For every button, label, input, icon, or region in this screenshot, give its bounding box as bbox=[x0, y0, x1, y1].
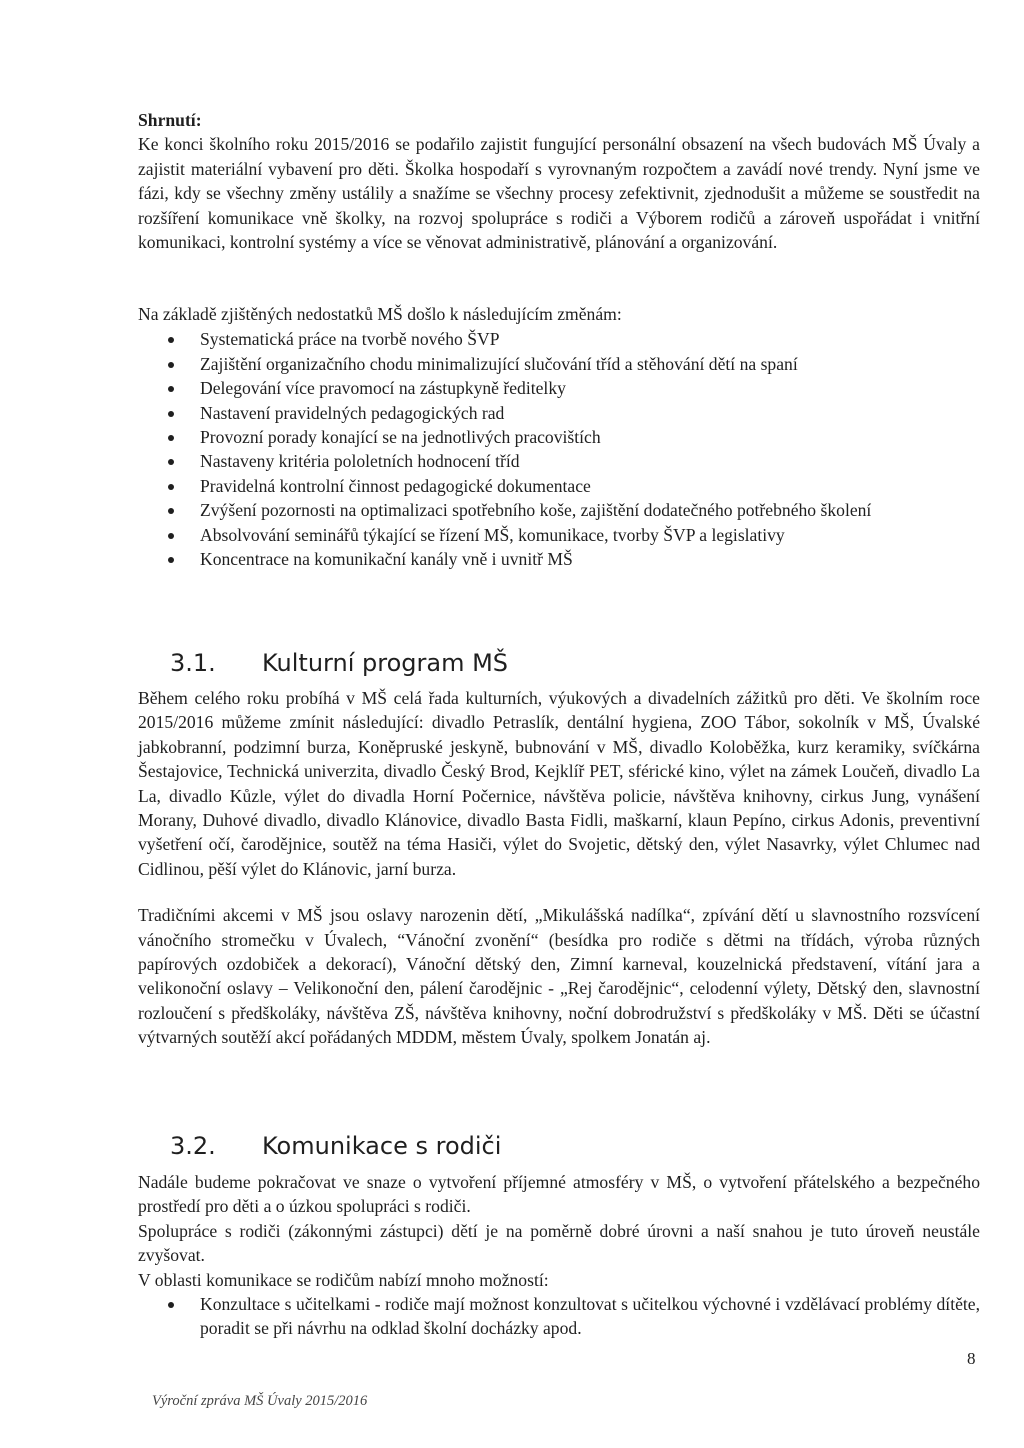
bullet-icon bbox=[168, 386, 174, 392]
section-heading-3-2 bbox=[170, 1131, 970, 1161]
section-number: 3.2. bbox=[170, 1132, 216, 1160]
list-item: Koncentrace na komunikační kanály vně i uvnitř MŠ bbox=[138, 547, 980, 571]
bullet-icon bbox=[168, 484, 174, 490]
bullet-icon bbox=[168, 459, 174, 465]
section-3-1-body bbox=[138, 686, 980, 1050]
list-item: Pravidelná kontrolní činnost pedagogické dokumentace bbox=[138, 474, 980, 498]
bullet-icon bbox=[168, 411, 174, 417]
summary-paragraph: Ke konci školního roku 2015/2016 se podařilo zajistit fungující personální obsazení na všech budovách MŠ Úvaly a zajistit materiální vybavení pro děti. Školka hospodaří s vyrovnaným rozpočtem a zavádí nové trendy. Nyní jsme ve fázi, kdy se všechny změny ustálily a snažíme se všechny procesy zefektivnit, zjednodušit a můžeme se soustředit na rozšíření komunikace vně školky, na rozvoj spolupráce s rodiči a Výborem rodičů a zároveň uspořádat i vnitřní komunikaci, kontrolní systémy a více se věnovat administrativě, plánování a organizování. bbox=[138, 134, 980, 253]
bullet-icon bbox=[168, 337, 174, 343]
bullet-icon bbox=[168, 1302, 174, 1308]
bullet-icon bbox=[168, 508, 174, 514]
footer-title: Výroční zpráva MŠ Úvaly 2015/2016 bbox=[152, 1393, 368, 1409]
changes-section bbox=[138, 302, 980, 571]
section-3-2-body bbox=[138, 1170, 980, 1341]
communication-paragraph: Nadále budeme pokračovat ve snaze o vytvoření příjemné atmosféry v MŠ, o vytvoření přátelského a bezpečného prostředí pro děti a o úzkou spolupráci s rodiči. bbox=[138, 1172, 980, 1217]
communication-paragraph: V oblasti komunikace se rodičům nabízí mnoho možností: bbox=[138, 1269, 549, 1290]
list-item: Konzultace s učitelkami - rodiče mají možnost konzultovat s učitelkou výchovné i vzdělávací problémy dítěte, poradit se při návrhu na odklad školní docházky apod. bbox=[138, 1292, 980, 1341]
changes-list bbox=[138, 327, 980, 571]
bullet-icon bbox=[168, 533, 174, 539]
list-item: Zajištění organizačního chodu minimalizující slučování tříd a stěhování dětí na spaní bbox=[138, 352, 980, 376]
section-title: Kulturní program MŠ bbox=[262, 649, 509, 677]
list-item: Nastaveny kritéria pololetních hodnocení tříd bbox=[138, 449, 980, 473]
list-item: Nastavení pravidelných pedagogických rad bbox=[138, 401, 980, 425]
bullet-icon bbox=[168, 435, 174, 441]
summary-section bbox=[138, 108, 980, 254]
communication-paragraph: Spolupráce s rodiči (zákonnými zástupci) dětí je na poměrně dobré úrovni a naší snahou je tuto úroveň neustále zvyšovat. bbox=[138, 1220, 980, 1266]
communication-list bbox=[138, 1292, 980, 1341]
summary-title: Shrnutí: bbox=[138, 110, 202, 130]
culture-paragraph: Během celého roku probíhá v MŠ celá řada kulturních, výukových a divadelních zážitků pro děti. Ve školním roce 2015/2016 můžeme zmínit následující: divadlo Petraslík, dentální hygiena, ZOO Tábor, sokolník v MŠ, Úvalské jabkobranní, podzimní burza, Koněpruské jeskyně, bubnování v MŠ, divadlo Koloběžka, kurz keramiky, svíčkárna Šestajovice, Technická univerzita, divadlo Český Brod, Kejklíř PET, sférické kino, výlet na zámek Loučeň, divadlo La La, divadlo Kůzle, výlet do divadla Horní Počernice, návštěva policie, návštěva knihovny, cirkus Jung, vynášení Morany, Duhové divadlo, divadlo Klánovice, divadlo Basta Fidli, maškarní, klaun Pepíno, cirkus Adonis, preventivní vyšetření očí, čarodějnice, soutěž na téma Hasiči, výlet do Svojetic, dětský den, výlet Nasavrky, výlet Chlumec nad Cidlinou, pěší výlet do Klánovic, jarní burza. bbox=[138, 688, 980, 879]
list-item: Delegování více pravomocí na zástupkyně ředitelky bbox=[138, 376, 980, 400]
list-item: Zvýšení pozornosti na optimalizaci spotřebního koše, zajištění dodatečného potřebného školení bbox=[138, 498, 980, 522]
list-item: Absolvování seminářů týkající se řízení MŠ, komunikace, tvorby ŠVP a legislativy bbox=[138, 523, 980, 547]
section-number: 3.1. bbox=[170, 649, 216, 677]
bullet-icon bbox=[168, 362, 174, 368]
page-number: 8 bbox=[967, 1349, 976, 1368]
list-item: Systematická práce na tvorbě nového ŠVP bbox=[138, 327, 980, 351]
changes-intro: Na základě zjištěných nedostatků MŠ došlo k následujícím změnám: bbox=[138, 304, 622, 324]
list-item: Provozní porady konající se na jednotlivých pracovištích bbox=[138, 425, 980, 449]
bullet-icon bbox=[168, 557, 174, 563]
traditions-paragraph: Tradičními akcemi v MŠ jsou oslavy narozenin dětí, „Mikulášská nadílka“, zpívání dětí u slavnostního rozsvícení vánočního stromečku v Úvalech, “Vánoční zvonění“ (besídka pro rodiče s dětmi na třídách, výroba různých papírových ozdobiček a dekorací), Vánoční dětský den, Zimní karneval, kouzelnická představení, vítání jara a velikonoční oslavy – Velikonoční den, pálení čarodějnic - „Rej čarodějnic“, celodenní výlety, Dětský den, slavnostní rozloučení s předškoláky, návštěva ZŠ, návštěva knihovny, noční dobrodružství s předškoláky v MŠ. Děti se účastní výtvarných soutěží akcí pořádaných MDDM, městem Úvaly, spolkem Jonatán aj. bbox=[138, 905, 980, 1048]
section-title: Komunikace s rodiči bbox=[262, 1132, 502, 1160]
section-heading-3-1 bbox=[170, 648, 970, 678]
